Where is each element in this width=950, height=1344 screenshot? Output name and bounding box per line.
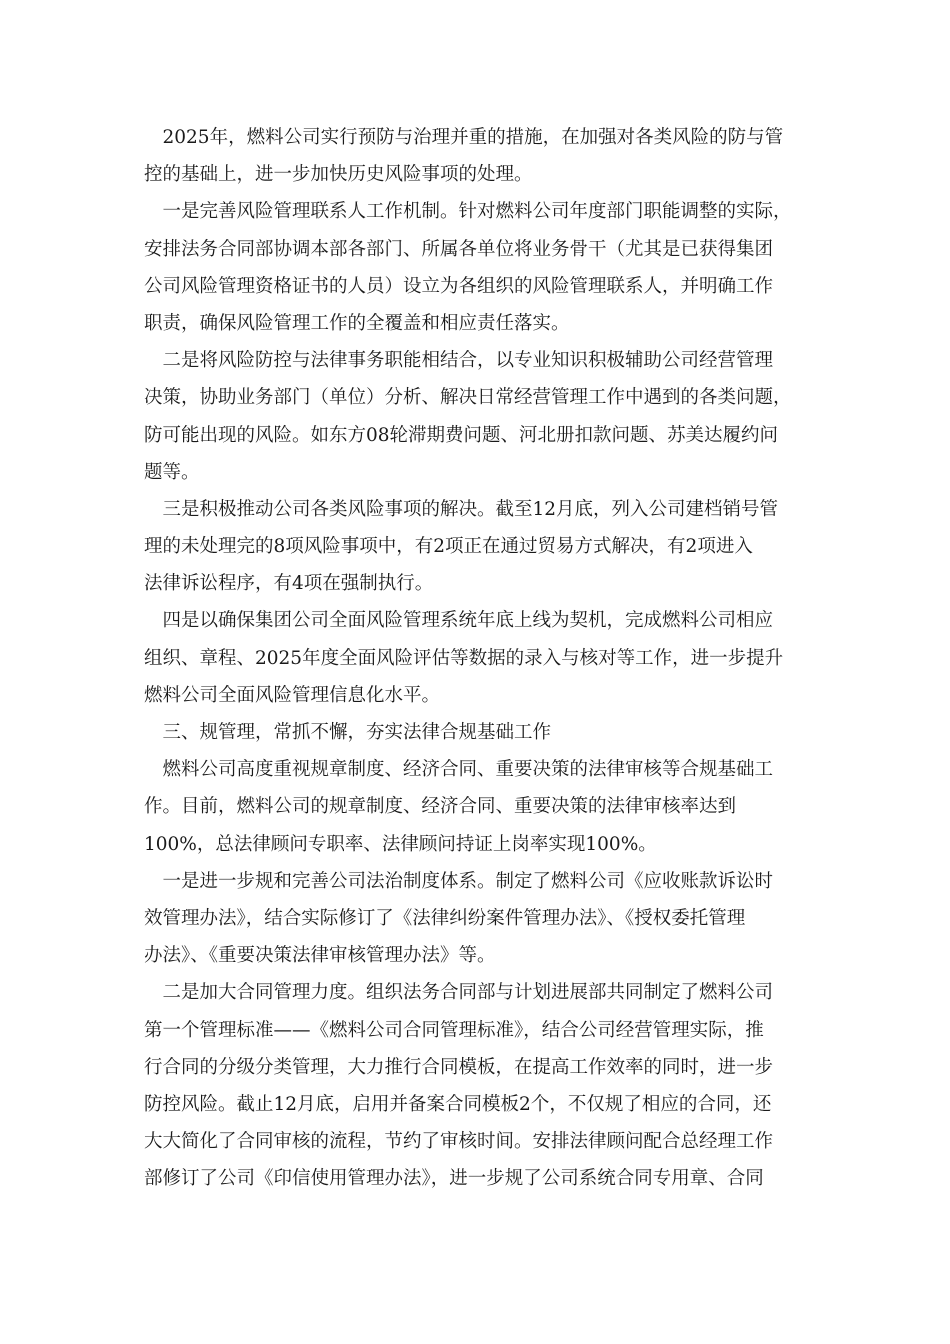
text-line: 行合同的分级分类管理，大力推行合同模板，在提高工作效率的同时，进一步: [144, 1056, 774, 1078]
text-line: 安排法务合同部协调本部各部门、所属各单位将业务骨干（尤其是已获得集团: [144, 238, 774, 260]
document-body: [144, 119, 806, 1197]
text-line: 防可能出现的风险。如东方08轮滞期费问题、河北册扣款问题、苏美达履约问: [144, 424, 779, 446]
text-line: 二是加大合同管理力度。组织法务合同部与计划进展部共同制定了燃料公司: [144, 982, 774, 1004]
text-line: 控的基础上，进一步加快历史风险事项的处理。: [144, 164, 533, 186]
text-line: 决策，协助业务部门（单位）分析、解决日常经营管理工作中遇到的各类问题，: [144, 387, 792, 409]
text-line: 100%，总法律顾问专职率、法律顾问持证上岗率实现100%。: [144, 833, 657, 855]
text-line: 一是完善风险管理联系人工作机制。针对燃料公司年度部门职能调整的实际，: [144, 201, 792, 223]
text-line: 大大简化了合同审核的流程，节约了审核时间。安排法律顾问配合总经理工作: [144, 1131, 774, 1153]
text-line: 防控风险。截止12月底，启用并备案合同模板2个，不仅规了相应的合同，还: [144, 1093, 772, 1115]
text-line: 一是进一步规和完善公司法治制度体系。制定了燃料公司《应收账款诉讼时: [144, 870, 774, 892]
text-line: 题等。: [144, 461, 200, 483]
text-line: 燃料公司高度重视规章制度、经济合同、重要决策的法律审核等合规基础工: [144, 759, 774, 781]
text-line: 二是将风险防控与法律事务职能相结合，以专业知识积极辅助公司经营管理: [144, 350, 774, 372]
text-line: 部修订了公司《印信使用管理办法》，进一步规了公司系统合同专用章、合同: [144, 1168, 764, 1190]
text-line: 法律诉讼程序，有4项在强制执行。: [144, 573, 434, 595]
text-line: 理的未处理完的8项风险事项中，有2项正在通过贸易方式解决，有2项进入: [144, 536, 753, 558]
text-line: 作。目前，燃料公司的规章制度、经济合同、重要决策的法律审核率达到: [144, 796, 737, 818]
text-line: 公司风险管理资格证书的人员）设立为各组织的风险管理联系人，并明确工作: [144, 275, 774, 297]
text-line: 第一个管理标准——《燃料公司合同管理标准》，结合公司经营管理实际，推: [144, 1019, 764, 1041]
text-line: 三是积极推动公司各类风险事项的解决。截至12月底，列入公司建档销号管: [144, 498, 779, 520]
section-heading: 三、规管理，常抓不懈，夯实法律合规基础工作: [144, 722, 552, 743]
text-line: 办法》、《重要决策法律审核管理办法》等。: [144, 945, 496, 967]
text-line: 四是以确保集团公司全面风险管理系统年底上线为契机，完成燃料公司相应: [144, 610, 774, 632]
text-line: 组织、章程、2025年度全面风险评估等数据的录入与核对等工作，进一步提升: [144, 647, 784, 669]
text-line: 效管理办法》，结合实际修订了《法律纠纷案件管理办法》、《授权委托管理: [144, 907, 746, 929]
text-line: 燃料公司全面风险管理信息化水平。: [144, 684, 441, 706]
text-line: 职责，确保风险管理工作的全覆盖和相应责任落实。: [144, 312, 570, 334]
text-line: 2025年，燃料公司实行预防与治理并重的措施，在加强对各类风险的防与管: [144, 127, 784, 148]
